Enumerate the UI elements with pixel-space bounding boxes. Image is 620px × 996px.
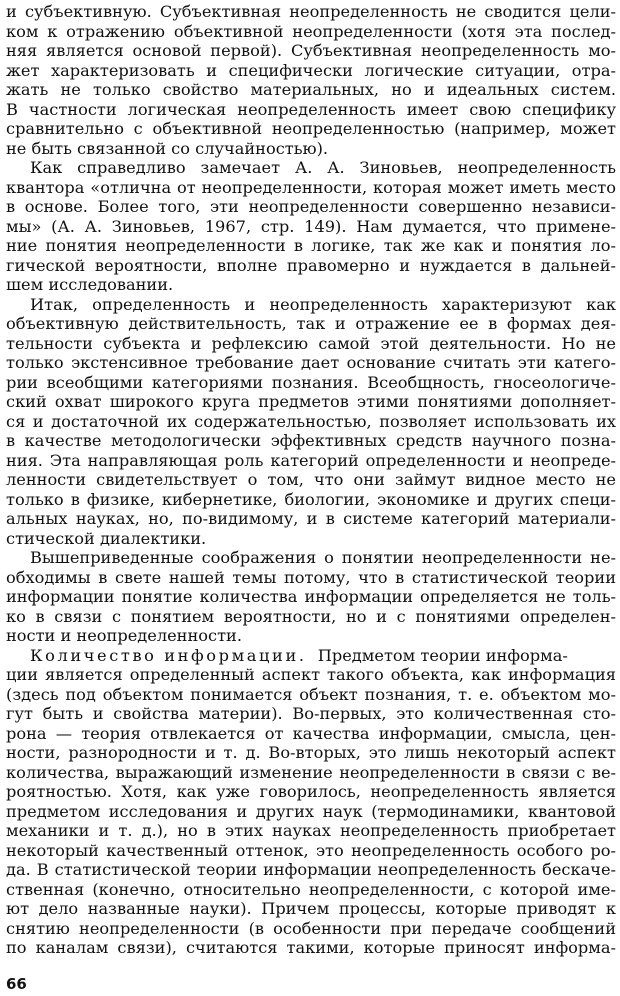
text-line: да. В статистической теории информации неопределенность бескаче- [6,860,616,879]
text-line: обходимы в свете нашей темы потому, что в статистической теории [6,567,616,587]
text-line: В частности логическая неопределенность имеет свою специфику [6,99,616,119]
text-line: ют дело названные науки). Причем процессы, которые приводят к [6,899,616,918]
text-line: в качестве методологически эффективных средств научного позна- [6,431,616,450]
section-heading-continuation: Предметом теории информа- [317,645,568,665]
text-line: жать не только свойство материальных, но и идеальных систем. [6,80,616,99]
text-line: рии всеобщими категориями познания. Всеобщность, гносеологиче- [6,372,616,392]
text-line: мы» (А. А. Зиновьев, 1967, стр. 149). Нам думается, что примене- [6,216,616,236]
text-line: сравнительно с объективной неопределенностью (например, может [6,119,616,138]
section-heading-line [30,646,616,665]
text-line: шем исследовании. [6,275,174,294]
text-line: ности, разнородности и т. д. Во-вторых, это лишь некоторый аспект [6,743,616,762]
text-line: (здесь под объектом понимается объект познания, т. е. объектом мо- [6,684,616,704]
text-line: объективную действительность, так и отражение ее в формах дея- [6,314,616,333]
text-line: квантора «отлична от неопределенности, которая может иметь место [6,177,616,197]
page-number: 66 [6,975,27,993]
text-line: ции является определенный аспект такого объекта, как информация [6,665,616,684]
text-line: стической диалектики. [6,528,207,548]
text-line: тельности субъекта и рефлексию самой этой деятельности. Но не [6,333,616,353]
text-line: механики и т. д.), но в этих науках неопределенность приобретает [6,821,616,840]
text-line: по каналам связи), считаются такими, которые приносят информа- [6,938,616,957]
text-line: количества, выражающий изменение неопределенности в связи с ве- [6,762,616,782]
paragraph-first-line: Вышеприведенные соображения о понятии неопределенности не- [30,548,616,567]
text-line: ственная (конечно, относительно неопределенности, с которой име- [6,879,616,899]
text-line: ленности свидетельствует о том, что они займут видное место не [6,470,616,489]
section-heading: Количество информации. [30,645,307,665]
text-line: и субъективную. Субъективная неопределенность не сводится цели- [6,2,616,21]
text-line: няя является основой первой). Субъективная неопределенность мо- [6,41,616,60]
text-line: только экстенсивное требование дает основание считать эти катего- [6,353,616,372]
text-line: только в физике, кибернетике, биологии, экономике и других специ- [6,489,616,509]
text-line: альных науках, но, по-видимому, и в системе категорий материали- [6,509,616,528]
text-line: снятию неопределенности (в особенности при передаче сообщений [6,918,616,938]
text-line: рона — теория отвлекается от качества информации, смысла, цен- [6,723,616,743]
paragraph-first-line: Как справедливо замечает А. А. Зиновьев, неопределенность [30,158,616,177]
text-line: гической вероятности, вполне правомерно и нуждается в дальней- [6,255,616,275]
paragraph-first-line: Итак, определенность и неопределенность характеризуют как [30,294,616,314]
text-line: жет характеризовать и специфически логические ситуации, отра- [6,60,616,80]
text-line: не быть связанной со случайностью). [6,138,329,158]
text-line: некоторый качественный оттенок, это неопределенность особого ро- [6,840,616,860]
text-line: предметом исследования и других наук (термодинамики, квантовой [6,801,616,821]
text-line: ние понятия неопределенности в логике, так же как и понятия ло- [6,236,616,255]
text-line: ся и достаточной их содержательностью, позволяет использовать их [6,411,616,431]
text-line: ский охват широкого круга предметов этими понятиями дополняет- [6,392,616,411]
text-line: ности и неопределенности. [6,626,242,645]
text-line: ко в связи с понятием вероятности, но и с понятиями определен- [6,606,616,626]
text-line: ния. Эта направляющая роль категорий определенности и неопреде- [6,450,616,470]
text-line: гут быть и свойства материи). Во-первых, это количественная сто- [6,704,616,723]
book-page [6,2,616,992]
text-line: ком к отражению объективной неопределенности (хотя эта послед- [6,21,616,41]
text-line: в основе. Более того, эти неопределенности совершенно независи- [6,197,616,216]
text-line: информации понятие количества информации определяется не толь- [6,587,616,606]
text-line: роятностью. Хотя, как уже говорилось, неопределенность является [6,782,616,801]
